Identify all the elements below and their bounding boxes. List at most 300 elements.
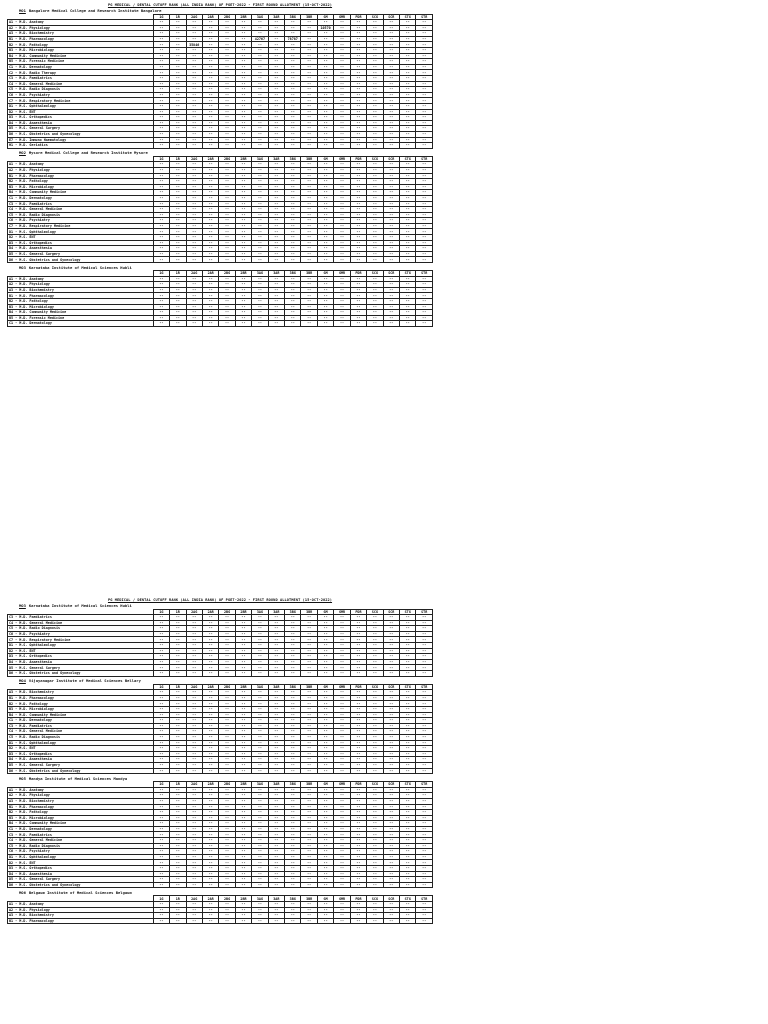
cutoff-rank-cell: --: [285, 81, 301, 87]
category-header: GMR: [334, 684, 350, 690]
course-name: A3 - M.D. Biochemistry: [8, 287, 154, 293]
cutoff-rank-cell: --: [317, 615, 333, 621]
cutoff-rank-cell: --: [367, 787, 383, 793]
cutoff-rank-cell: --: [186, 866, 202, 872]
cutoff-rank-cell: --: [186, 626, 202, 632]
cutoff-rank-cell: --: [252, 793, 268, 799]
cutoff-rank-cell: --: [383, 282, 399, 288]
cutoff-rank-cell: --: [317, 137, 333, 143]
cutoff-rank-cell: --: [235, 631, 251, 637]
cutoff-rank-cell: --: [252, 740, 268, 746]
cutoff-rank-cell: --: [317, 810, 333, 816]
cutoff-rank-cell: --: [350, 723, 366, 729]
course-name: C3 - M.D. Paediatrics: [8, 615, 154, 621]
cutoff-rank-cell: --: [153, 92, 169, 98]
course-name: B1 - M.D. Pharmacology: [8, 804, 154, 810]
cutoff-rank-cell: --: [219, 665, 235, 671]
cutoff-rank-cell: --: [416, 659, 433, 665]
cutoff-rank-cell: --: [416, 321, 433, 327]
cutoff-rank-cell: --: [235, 620, 251, 626]
cutoff-rank-cell: --: [367, 212, 383, 218]
cutoff-rank-cell: --: [367, 48, 383, 54]
course-name: A2 - M.D. Physiology: [8, 907, 154, 913]
cutoff-rank-cell: --: [235, 860, 251, 866]
cutoff-rank-cell: --: [317, 707, 333, 713]
cutoff-rank-cell: --: [202, 235, 218, 241]
cutoff-rank-cell: --: [317, 877, 333, 883]
cutoff-rank-cell: --: [252, 184, 268, 190]
cutoff-rank-cell: --: [399, 690, 415, 696]
cutoff-rank-cell: --: [268, 53, 284, 59]
cutoff-table: [7, 781, 433, 888]
cutoff-rank-cell: --: [367, 59, 383, 65]
cutoff-rank-cell: --: [153, 246, 169, 252]
cutoff-rank-cell: --: [285, 304, 301, 310]
cutoff-rank-cell: --: [317, 787, 333, 793]
cutoff-rank-cell: --: [268, 257, 284, 263]
cutoff-rank-cell: --: [367, 665, 383, 671]
category-header: 3BG: [285, 271, 301, 277]
cutoff-rank-cell: --: [170, 707, 186, 713]
cutoff-rank-cell: --: [383, 235, 399, 241]
cutoff-rank-cell: --: [219, 64, 235, 70]
cutoff-rank-cell: --: [285, 131, 301, 137]
cutoff-rank-cell: --: [252, 787, 268, 793]
cutoff-rank-cell: --: [186, 81, 202, 87]
cutoff-rank-cell: --: [334, 235, 350, 241]
cutoff-rank-cell: --: [252, 810, 268, 816]
cutoff-rank-cell: --: [235, 810, 251, 816]
cutoff-rank-cell: --: [367, 87, 383, 93]
cutoff-rank-cell: --: [170, 762, 186, 768]
cutoff-rank-cell: --: [170, 299, 186, 305]
category-header: 3BR: [301, 156, 317, 162]
cutoff-rank-cell: --: [186, 218, 202, 224]
cutoff-rank-cell: --: [334, 913, 350, 919]
cutoff-rank-cell: --: [301, 282, 317, 288]
cutoff-rank-cell: --: [334, 815, 350, 821]
cutoff-rank-cell: --: [350, 671, 366, 677]
cutoff-rank-cell: --: [334, 25, 350, 31]
cutoff-rank-cell: --: [416, 843, 433, 849]
cutoff-rank-cell: --: [383, 276, 399, 282]
cutoff-rank-cell: --: [350, 53, 366, 59]
cutoff-rank-cell: --: [186, 860, 202, 866]
category-header: 3AR: [268, 684, 284, 690]
category-header: GM: [317, 684, 333, 690]
cutoff-rank-cell: --: [334, 695, 350, 701]
cutoff-rank-cell: --: [252, 849, 268, 855]
cutoff-rank-cell: --: [399, 637, 415, 643]
cutoff-rank-cell: --: [383, 167, 399, 173]
cutoff-rank-cell: --: [170, 126, 186, 132]
course-name: D4 - M.D. Anaesthesia: [8, 871, 154, 877]
cutoff-rank-cell: --: [235, 115, 251, 121]
cutoff-rank-cell: --: [202, 723, 218, 729]
course-name: A2 - M.D. Physiology: [8, 167, 154, 173]
cutoff-rank-cell: --: [202, 287, 218, 293]
cutoff-rank-cell: --: [416, 42, 433, 48]
college-name: Mandya Institute of Medical Sciences Mandya: [28, 775, 128, 781]
cutoff-rank-cell: --: [285, 109, 301, 115]
cutoff-rank-cell: --: [235, 251, 251, 257]
cutoff-rank-cell: --: [383, 98, 399, 104]
cutoff-rank-cell: --: [285, 104, 301, 110]
cutoff-rank-cell: --: [235, 854, 251, 860]
cutoff-rank-cell: --: [317, 918, 333, 924]
course-name: A1 - M.D. Anatomy: [8, 276, 154, 282]
cutoff-rank-cell: --: [334, 810, 350, 816]
cutoff-rank-cell: --: [350, 740, 366, 746]
cutoff-rank-cell: --: [416, 282, 433, 288]
cutoff-rank-cell: --: [252, 918, 268, 924]
cutoff-rank-cell: --: [202, 729, 218, 735]
cutoff-rank-cell: --: [383, 240, 399, 246]
cutoff-rank-cell: --: [367, 299, 383, 305]
cutoff-rank-cell: --: [416, 648, 433, 654]
course-name: C7 - M.D. Respiratory Medicine: [8, 98, 154, 104]
cutoff-rank-cell: --: [235, 882, 251, 888]
cutoff-rank-cell: --: [334, 64, 350, 70]
cutoff-rank-cell: --: [202, 918, 218, 924]
cutoff-rank-cell: --: [301, 190, 317, 196]
cutoff-rank-cell: --: [416, 615, 433, 621]
cutoff-rank-cell: --: [268, 315, 284, 321]
course-name: D4 - M.D. Anaesthesia: [8, 120, 154, 126]
category-header: 1G: [153, 684, 169, 690]
cutoff-rank-cell: --: [186, 59, 202, 65]
cutoff-rank-cell: --: [170, 877, 186, 883]
cutoff-rank-cell: --: [170, 787, 186, 793]
cutoff-rank-cell: --: [317, 190, 333, 196]
cutoff-rank-cell: --: [153, 918, 169, 924]
cutoff-rank-cell: --: [219, 902, 235, 908]
cutoff-rank-cell: --: [186, 190, 202, 196]
cutoff-rank-cell: --: [186, 902, 202, 908]
cutoff-rank-cell: --: [416, 36, 433, 42]
cutoff-rank-cell: --: [235, 798, 251, 804]
cutoff-rank-cell: --: [235, 304, 251, 310]
cutoff-rank-cell: --: [399, 762, 415, 768]
cutoff-rank-cell: --: [334, 637, 350, 643]
cutoff-rank-cell: --: [334, 240, 350, 246]
cutoff-rank-cell: --: [301, 173, 317, 179]
cutoff-rank-cell: --: [252, 751, 268, 757]
cutoff-rank-cell: --: [301, 821, 317, 827]
cutoff-rank-cell: --: [153, 810, 169, 816]
category-header: 2BR: [235, 684, 251, 690]
course-name: C6 - M.D. Psychiatry: [8, 218, 154, 224]
cutoff-rank-cell: --: [170, 282, 186, 288]
cutoff-rank-cell: --: [301, 740, 317, 746]
cutoff-rank-cell: --: [285, 734, 301, 740]
category-header: 1R: [170, 156, 186, 162]
cutoff-rank-cell: --: [285, 701, 301, 707]
cutoff-rank-cell: --: [170, 42, 186, 48]
cutoff-rank-cell: --: [252, 25, 268, 31]
cutoff-rank-cell: --: [334, 768, 350, 774]
cutoff-rank-cell: --: [399, 826, 415, 832]
cutoff-rank-cell: --: [367, 167, 383, 173]
cutoff-rank-cell: 78787: [285, 36, 301, 42]
cutoff-rank-cell: --: [301, 723, 317, 729]
cutoff-rank-cell: --: [186, 20, 202, 26]
course-name: A2 - M.D. Physiology: [8, 282, 154, 288]
cutoff-rank-cell: --: [399, 815, 415, 821]
cutoff-rank-cell: --: [350, 718, 366, 724]
cutoff-rank-cell: --: [367, 104, 383, 110]
cutoff-rank-cell: --: [252, 218, 268, 224]
cutoff-rank-cell: --: [235, 751, 251, 757]
cutoff-rank-cell: --: [268, 648, 284, 654]
cutoff-rank-cell: --: [219, 229, 235, 235]
course-name: D4 - M.D. Anaesthesia: [8, 757, 154, 763]
course-name: B1 - M.D. Pharmacology: [8, 293, 154, 299]
cutoff-rank-cell: --: [285, 59, 301, 65]
cutoff-rank-cell: --: [219, 109, 235, 115]
cutoff-rank-cell: --: [252, 832, 268, 838]
cutoff-rank-cell: --: [416, 882, 433, 888]
cutoff-rank-cell: --: [170, 195, 186, 201]
cutoff-rank-cell: --: [202, 762, 218, 768]
cutoff-rank-cell: --: [202, 184, 218, 190]
cutoff-rank-cell: --: [317, 701, 333, 707]
cutoff-rank-cell: --: [268, 162, 284, 168]
cutoff-rank-cell: --: [186, 631, 202, 637]
cutoff-rank-cell: --: [285, 648, 301, 654]
cutoff-rank-cell: --: [219, 804, 235, 810]
cutoff-rank-cell: --: [301, 92, 317, 98]
cutoff-rank-cell: --: [367, 131, 383, 137]
cutoff-rank-cell: --: [252, 195, 268, 201]
cutoff-rank-cell: --: [252, 626, 268, 632]
cutoff-rank-cell: --: [285, 854, 301, 860]
cutoff-rank-cell: --: [202, 907, 218, 913]
cutoff-rank-cell: --: [285, 282, 301, 288]
cutoff-rank-cell: --: [252, 798, 268, 804]
cutoff-rank-cell: --: [202, 877, 218, 883]
cutoff-rank-cell: --: [317, 871, 333, 877]
cutoff-rank-cell: --: [301, 251, 317, 257]
cutoff-rank-cell: --: [186, 751, 202, 757]
cutoff-rank-cell: --: [399, 48, 415, 54]
cutoff-rank-cell: --: [317, 76, 333, 82]
cutoff-rank-cell: --: [334, 120, 350, 126]
cutoff-table: [7, 609, 433, 677]
cutoff-rank-cell: --: [153, 115, 169, 121]
course-name: B1 - M.D. Pharmacology: [8, 918, 154, 924]
cutoff-rank-cell: --: [416, 746, 433, 752]
cutoff-rank-cell: --: [268, 143, 284, 149]
category-header: STR: [416, 156, 433, 162]
cutoff-rank-cell: --: [383, 826, 399, 832]
cutoff-rank-cell: --: [252, 92, 268, 98]
cutoff-rank-cell: --: [219, 276, 235, 282]
course-name: D6 - M.S. Obstetrics and Gynecology: [8, 131, 154, 137]
cutoff-rank-cell: --: [285, 190, 301, 196]
category-header: 2AR: [202, 782, 218, 788]
cutoff-rank-cell: --: [399, 860, 415, 866]
cutoff-rank-cell: --: [252, 718, 268, 724]
cutoff-rank-cell: --: [301, 860, 317, 866]
cutoff-rank-cell: --: [285, 740, 301, 746]
cutoff-rank-cell: --: [202, 734, 218, 740]
cutoff-rank-cell: --: [317, 798, 333, 804]
cutoff-rank-cell: --: [219, 31, 235, 37]
cutoff-rank-cell: --: [235, 659, 251, 665]
cutoff-rank-cell: --: [367, 918, 383, 924]
cutoff-rank-cell: --: [317, 659, 333, 665]
cutoff-rank-cell: --: [301, 48, 317, 54]
cutoff-rank-cell: --: [202, 659, 218, 665]
cutoff-rank-cell: --: [285, 246, 301, 252]
cutoff-rank-cell: --: [186, 918, 202, 924]
cutoff-rank-cell: --: [416, 654, 433, 660]
cutoff-rank-cell: --: [170, 310, 186, 316]
cutoff-rank-cell: --: [301, 20, 317, 26]
cutoff-rank-cell: --: [186, 654, 202, 660]
cutoff-rank-cell: --: [170, 821, 186, 827]
cutoff-rank-cell: --: [350, 860, 366, 866]
cutoff-rank-cell: --: [186, 223, 202, 229]
cutoff-rank-cell: --: [334, 131, 350, 137]
cutoff-rank-cell: --: [268, 115, 284, 121]
cutoff-rank-cell: --: [252, 287, 268, 293]
cutoff-rank-cell: --: [334, 648, 350, 654]
cutoff-rank-cell: --: [285, 671, 301, 677]
cutoff-rank-cell: --: [334, 902, 350, 908]
cutoff-rank-cell: --: [170, 20, 186, 26]
cutoff-rank-cell: --: [399, 287, 415, 293]
cutoff-rank-cell: --: [219, 59, 235, 65]
cutoff-rank-cell: --: [416, 913, 433, 919]
cutoff-rank-cell: --: [186, 648, 202, 654]
cutoff-rank-cell: --: [186, 126, 202, 132]
cutoff-rank-cell: --: [416, 64, 433, 70]
cutoff-rank-cell: --: [399, 115, 415, 121]
cutoff-rank-cell: --: [170, 240, 186, 246]
cutoff-rank-cell: --: [235, 64, 251, 70]
cutoff-rank-cell: --: [268, 207, 284, 213]
cutoff-rank-cell: --: [383, 815, 399, 821]
cutoff-rank-cell: --: [252, 637, 268, 643]
category-header: SCG: [367, 609, 383, 615]
cutoff-rank-cell: --: [317, 162, 333, 168]
cutoff-rank-cell: --: [301, 212, 317, 218]
cutoff-rank-cell: --: [268, 659, 284, 665]
cutoff-rank-cell: --: [334, 877, 350, 883]
cutoff-rank-cell: --: [317, 838, 333, 844]
cutoff-rank-cell: --: [252, 167, 268, 173]
cutoff-rank-cell: --: [416, 757, 433, 763]
course-name: D3 - M.S. Orthopedics: [8, 115, 154, 121]
cutoff-rank-cell: --: [350, 729, 366, 735]
category-header: 2BG: [219, 14, 235, 20]
cutoff-rank-cell: --: [268, 195, 284, 201]
cutoff-rank-cell: --: [383, 162, 399, 168]
cutoff-rank-cell: --: [317, 740, 333, 746]
cutoff-rank-cell: --: [219, 137, 235, 143]
cutoff-rank-cell: --: [268, 304, 284, 310]
cutoff-rank-cell: --: [285, 860, 301, 866]
cutoff-rank-cell: --: [416, 173, 433, 179]
cutoff-rank-cell: --: [334, 659, 350, 665]
cutoff-rank-cell: --: [235, 690, 251, 696]
cutoff-rank-cell: --: [153, 42, 169, 48]
cutoff-rank-cell: --: [268, 190, 284, 196]
cutoff-rank-cell: --: [399, 918, 415, 924]
cutoff-rank-cell: --: [350, 826, 366, 832]
cutoff-rank-cell: --: [219, 620, 235, 626]
cutoff-rank-cell: --: [153, 162, 169, 168]
cutoff-rank-cell: --: [170, 718, 186, 724]
cutoff-rank-cell: --: [252, 907, 268, 913]
cutoff-rank-cell: --: [350, 793, 366, 799]
cutoff-rank-cell: --: [383, 762, 399, 768]
cutoff-rank-cell: --: [317, 648, 333, 654]
cutoff-rank-cell: --: [383, 860, 399, 866]
cutoff-rank-cell: --: [416, 626, 433, 632]
cutoff-rank-cell: --: [202, 860, 218, 866]
cutoff-rank-cell: --: [153, 282, 169, 288]
cutoff-rank-cell: --: [235, 768, 251, 774]
cutoff-rank-cell: --: [170, 246, 186, 252]
cutoff-rank-cell: --: [268, 746, 284, 752]
cutoff-rank-cell: --: [367, 162, 383, 168]
cutoff-rank-cell: --: [170, 860, 186, 866]
cutoff-rank-cell: --: [301, 59, 317, 65]
category-header: 3AG: [252, 684, 268, 690]
cutoff-rank-cell: --: [317, 832, 333, 838]
cutoff-rank-cell: --: [383, 821, 399, 827]
cutoff-rank-cell: --: [285, 877, 301, 883]
report-page-2: [7, 598, 433, 926]
cutoff-rank-cell: --: [367, 315, 383, 321]
cutoff-rank-cell: --: [219, 821, 235, 827]
cutoff-rank-cell: --: [219, 212, 235, 218]
category-header: PDR: [350, 609, 366, 615]
cutoff-rank-cell: --: [383, 321, 399, 327]
cutoff-rank-cell: --: [153, 734, 169, 740]
cutoff-rank-cell: --: [317, 36, 333, 42]
cutoff-rank-cell: --: [170, 31, 186, 37]
cutoff-rank-cell: --: [235, 190, 251, 196]
cutoff-rank-cell: --: [367, 913, 383, 919]
cutoff-rank-cell: --: [317, 179, 333, 185]
cutoff-rank-cell: --: [301, 137, 317, 143]
cutoff-rank-cell: --: [399, 120, 415, 126]
category-header: STG: [399, 609, 415, 615]
cutoff-rank-cell: --: [235, 665, 251, 671]
cutoff-rank-cell: --: [416, 762, 433, 768]
cutoff-rank-cell: --: [383, 48, 399, 54]
cutoff-rank-cell: --: [383, 304, 399, 310]
cutoff-rank-cell: --: [416, 137, 433, 143]
cutoff-rank-cell: --: [235, 70, 251, 76]
cutoff-rank-cell: --: [170, 913, 186, 919]
cutoff-rank-cell: --: [416, 637, 433, 643]
cutoff-rank-cell: --: [301, 31, 317, 37]
category-header: PDR: [350, 271, 366, 277]
cutoff-rank-cell: --: [268, 131, 284, 137]
cutoff-rank-cell: --: [383, 59, 399, 65]
cutoff-rank-cell: --: [219, 849, 235, 855]
cutoff-rank-cell: --: [334, 251, 350, 257]
cutoff-rank-cell: --: [219, 793, 235, 799]
cutoff-rank-cell: --: [219, 637, 235, 643]
cutoff-rank-cell: --: [350, 36, 366, 42]
cutoff-rank-cell: --: [416, 643, 433, 649]
